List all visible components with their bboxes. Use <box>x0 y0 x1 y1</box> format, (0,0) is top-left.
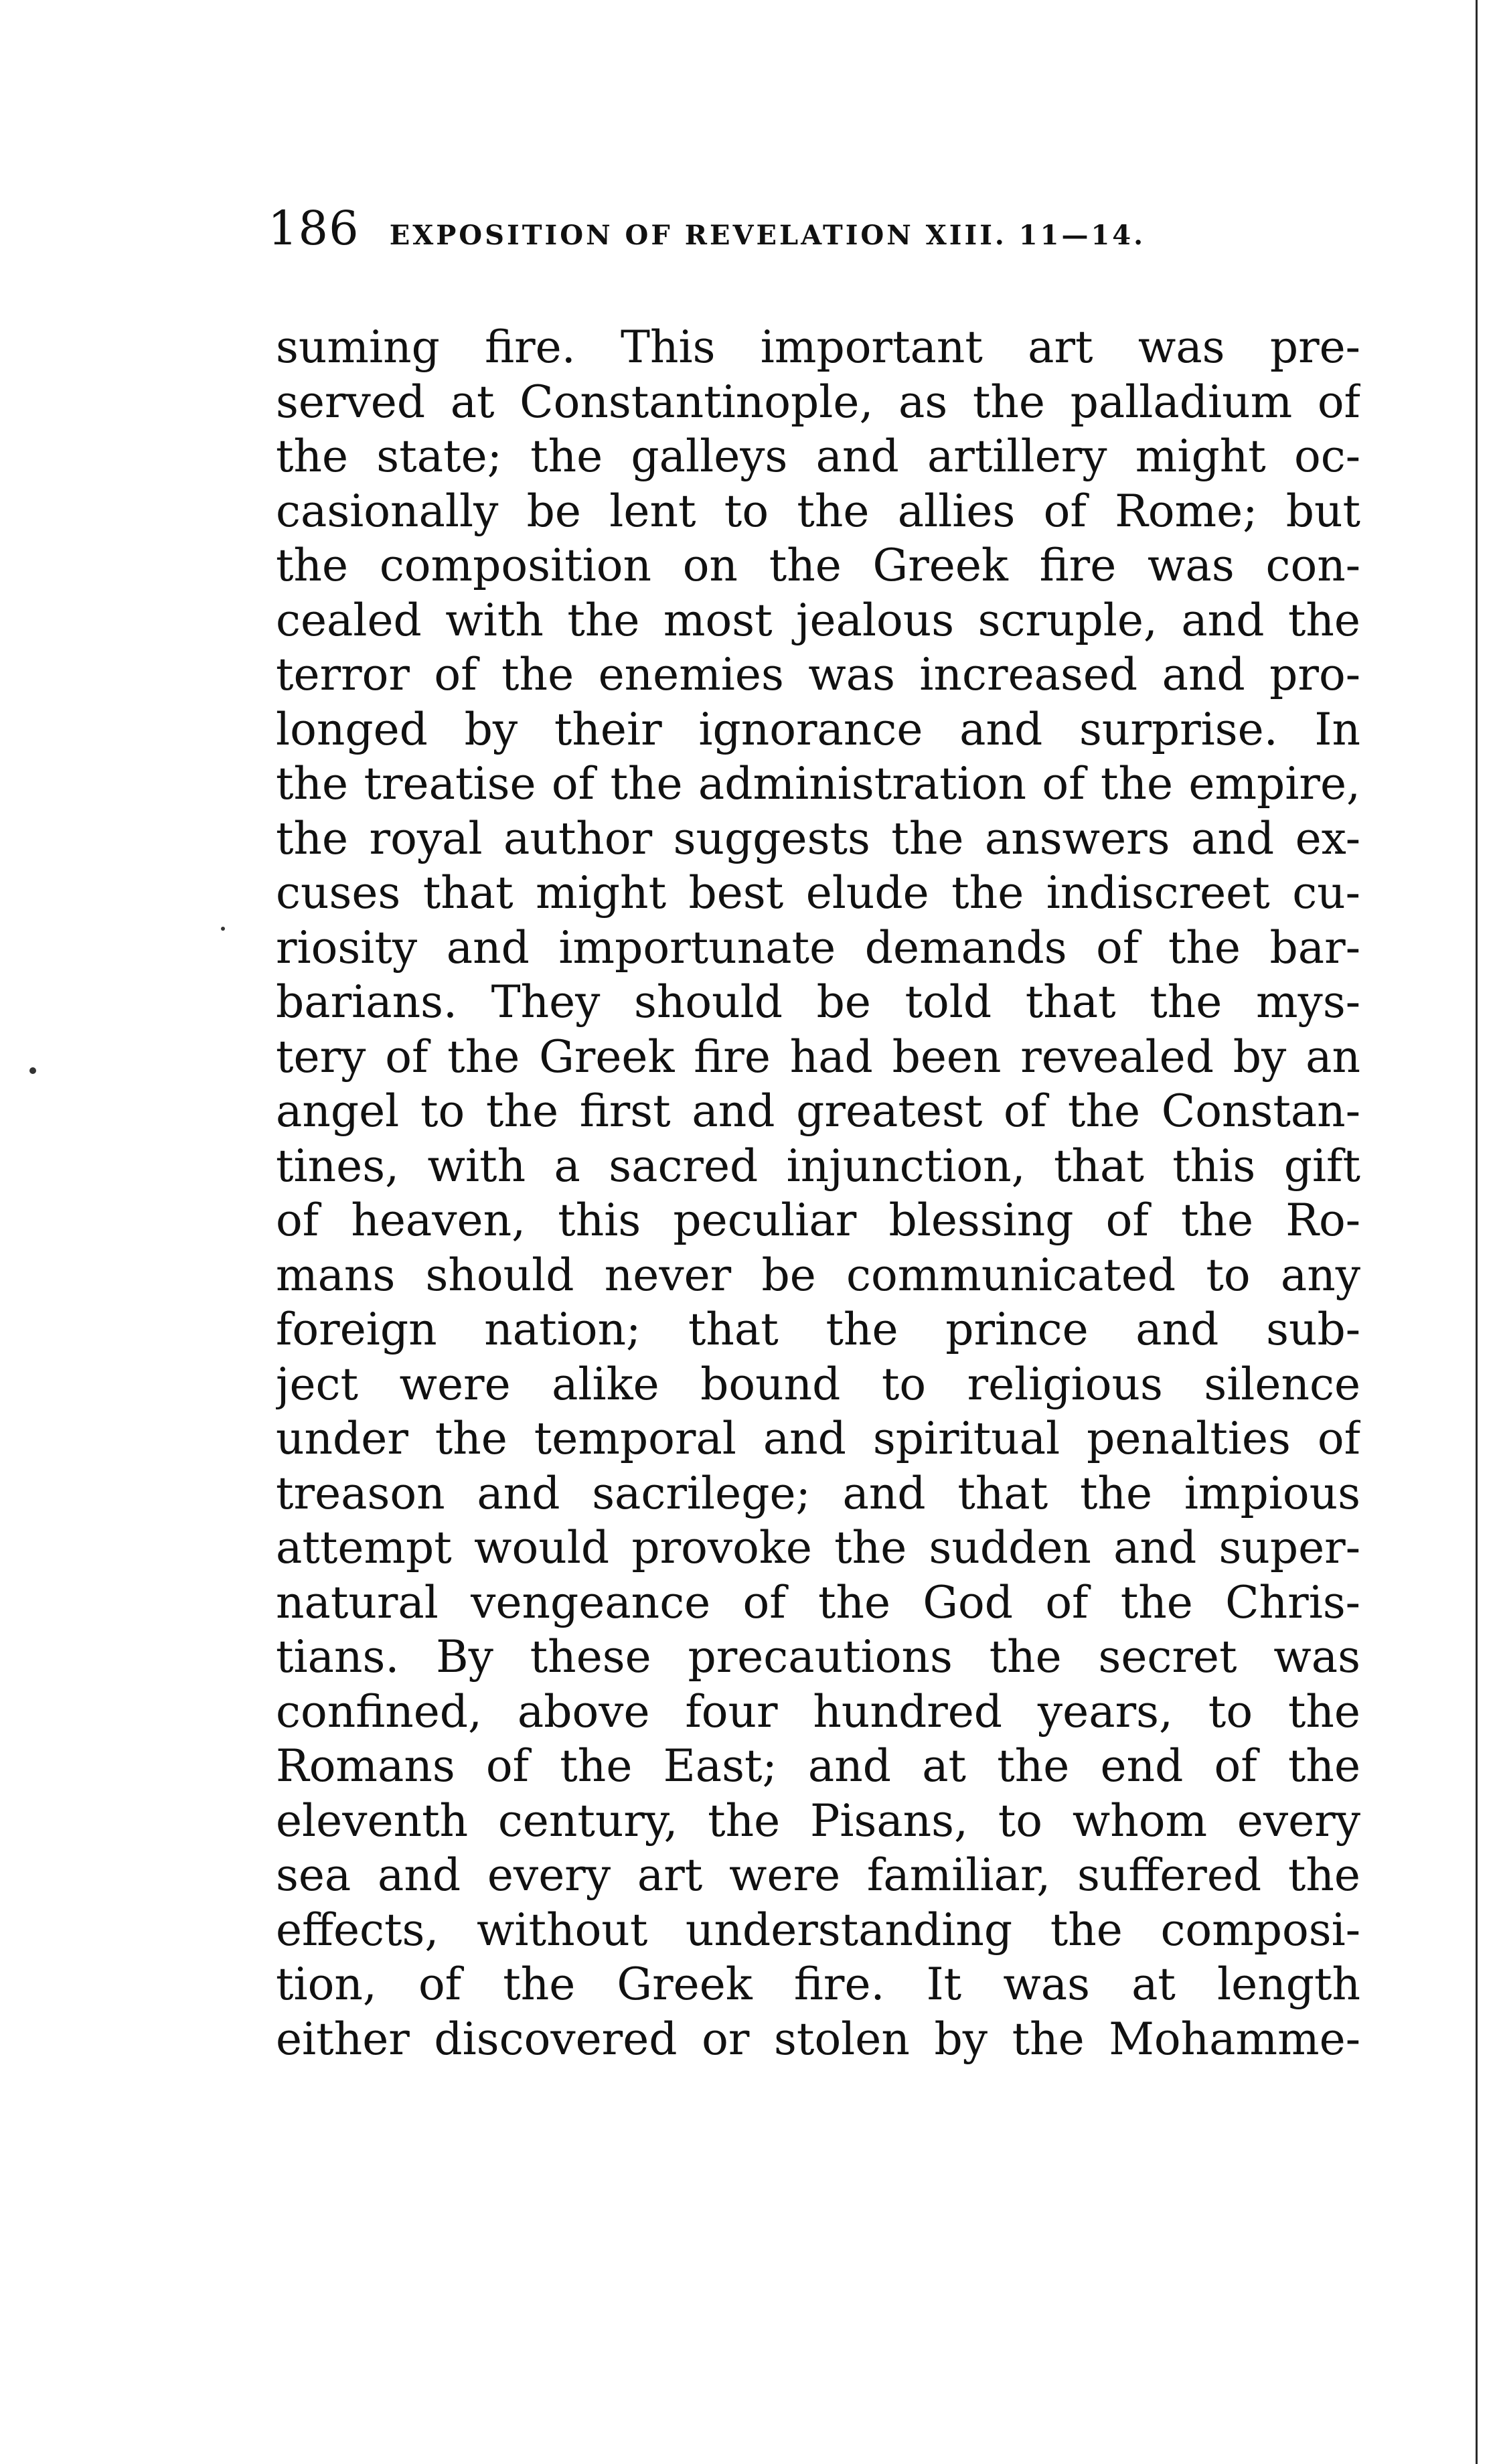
text-line: the royal author suggests the answers and ex- <box>276 812 1360 864</box>
text-line: tines, with a sacred injunction, that this gift <box>276 1140 1360 1192</box>
text-line: longed by their ignorance and surprise. In <box>276 703 1360 755</box>
text-line: the state; the galleys and artillery might oc- <box>276 431 1360 482</box>
text-line: the treatise of the administration of the empire, <box>276 758 1360 810</box>
text-line: tery of the Greek fire had been revealed by an <box>276 1030 1360 1083</box>
page-number: 186 <box>268 201 360 256</box>
ink-speck <box>29 1067 36 1074</box>
text-line: cuses that might best elude the indiscreet cu- <box>276 867 1360 919</box>
text-line: terror of the enemies was increased and pro- <box>276 649 1360 700</box>
text-line: tion, of the Greek fire. It was at length <box>276 1958 1360 2010</box>
text-line: angel to the first and greatest of the Constan- <box>276 1085 1360 1137</box>
text-line: treason and sacrilege; and that the impious <box>276 1467 1360 1519</box>
text-line: cealed with the most jealous scruple, and the <box>276 594 1360 646</box>
text-line: of heaven, this peculiar blessing of the Ro- <box>276 1195 1360 1246</box>
page-edge-rule <box>1476 0 1478 2464</box>
text-line: under the temporal and spiritual penalties of <box>276 1413 1360 1464</box>
text-line: natural vengeance of the God of the Chris- <box>276 1576 1360 1628</box>
text-line: foreign nation; that the prince and sub- <box>276 1304 1360 1355</box>
running-head <box>268 201 1379 268</box>
text-line: riosity and importunate demands of the bar- <box>276 921 1360 974</box>
text-line: sea and every art were familiar, suffered the <box>276 1849 1360 1901</box>
text-line: casionally be lent to the allies of Rome; but <box>276 485 1360 537</box>
text-line: Romans of the East; and at the end of the <box>276 1740 1360 1792</box>
ink-speck <box>221 927 225 931</box>
text-line: barians. They should be told that the mys- <box>276 976 1360 1028</box>
text-line: effects, without understanding the composi- <box>276 1904 1360 1956</box>
text-line: confined, above four hundred years, to the <box>276 1685 1360 1738</box>
text-line: the composition on the Greek fire was con- <box>276 540 1360 591</box>
text-line: suming fire. This important art was pre- <box>276 321 1360 373</box>
text-line: attempt would provoke the sudden and super- <box>276 1522 1360 1573</box>
text-line: either discovered or stolen by the Mohamme- <box>276 2013 1360 2065</box>
text-line: mans should never be communicated to any <box>276 1249 1360 1301</box>
text-line: ject were alike bound to religious silence <box>276 1358 1360 1410</box>
text-line: tians. By these precautions the secret was <box>276 1631 1360 1683</box>
running-title: EXPOSITION OF REVELATION XIII. 11—14. <box>389 220 1146 251</box>
text-line: served at Constantinople, as the palladium of <box>276 376 1360 428</box>
text-line: eleventh century, the Pisans, to whom every <box>276 1794 1360 1847</box>
body-text <box>276 320 1360 2066</box>
